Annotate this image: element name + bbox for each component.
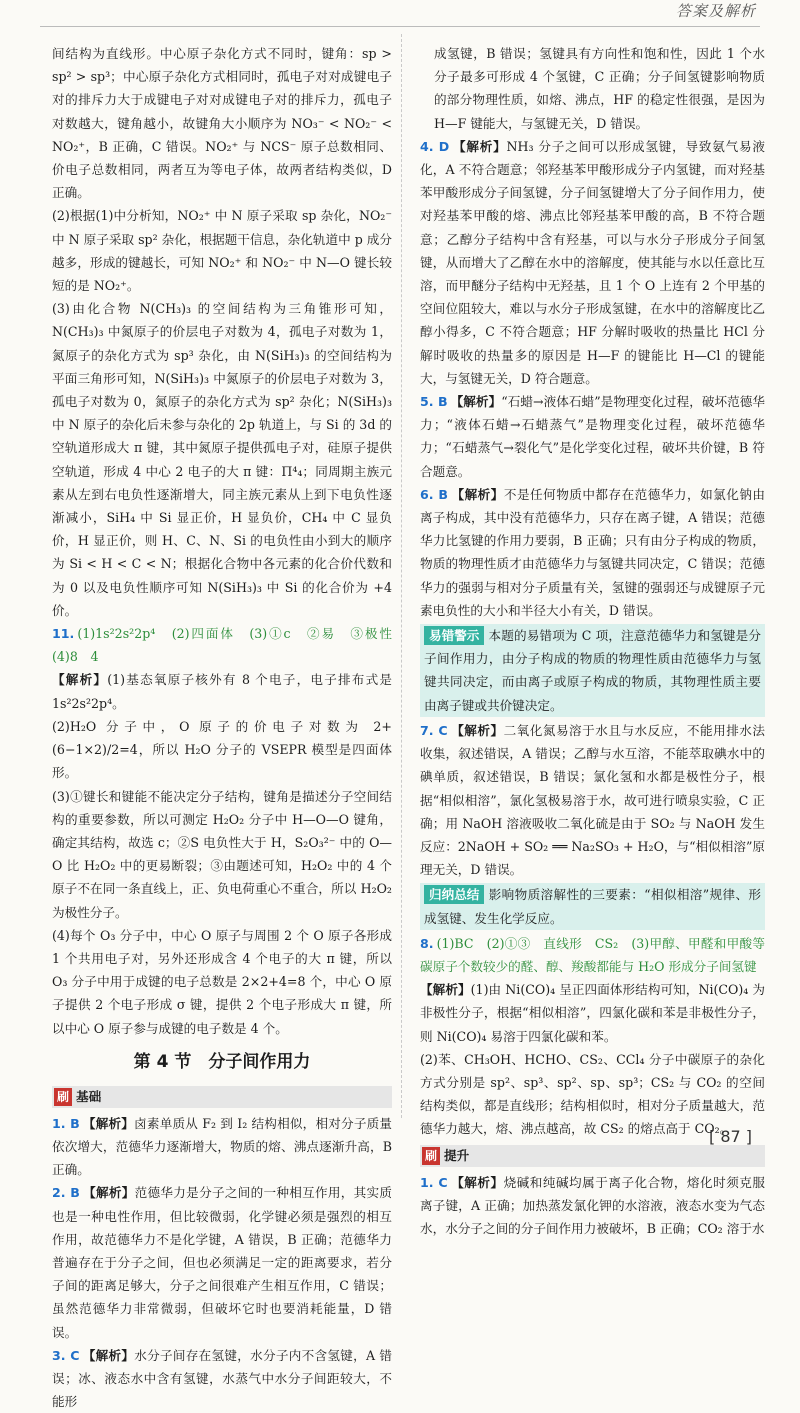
subsection-label: 基础 — [76, 1088, 102, 1104]
text-paragraph: 卤素单质从 F₂ 到 I₂ 结构相似，相对分子质量依次增大，范德华力逐渐增大，物质的熔、沸点逐渐升高，B 正确。 — [52, 1115, 393, 1178]
answer-text: (1)1s²2s²2p⁴ (2)四面体 (3)①c ②易 ③极性 (4)8 4 — [52, 626, 405, 665]
shua-badge: 刷 — [54, 1088, 72, 1106]
subsection-label: 提升 — [444, 1147, 470, 1163]
analysis-tag: 【解析】 — [450, 394, 502, 410]
tip-text: 本题的易错项为 C 项，注意范德华力和氢键是分子间作用力，由分子构成的物质的物理性质由范德华力与氢键共同决定，而由离子或原子构成的物质，其物理性质主要由离子键或共价键决定。 — [424, 628, 761, 713]
question-number: 5. B — [420, 394, 448, 410]
text-paragraph: (4)每个 O₃ 分子中，中心 O 原子与周围 2 个 O 原子各形成 1 个共用电子对，另外还形成含 4 个电子的大 π 键，所以 O₃ 分子中用于成键的电子总数是 2×2+4=8 个，中心 O 原子提供 2 个电子形成 σ 键，提供 2 个电子形成大 π 键，所以中心 O 原子参与成键的电子数是 4 个。 — [52, 927, 392, 1036]
analysis-tag: 【解析】 — [82, 1347, 135, 1363]
text-paragraph: (2)H₂O 分子中，O 原子的价电子对数为 2+(6−1×2)/2=4，所以 H₂O 分子的 VSEPR 模型是四面体形。 — [52, 718, 392, 781]
answer-text: (1)BC (2)①③ 直线形 CS₂ (3)甲醇、甲醛和甲酸等碳原子个数较少的醛、醇、羧酸都能与 H₂O 形成分子间氢键 — [420, 935, 765, 974]
analysis-tag: 【解析】 — [450, 722, 504, 738]
subsection-basic — [52, 1086, 392, 1108]
question-number: 4. D — [420, 138, 450, 154]
header-title: 答案及解析 — [675, 2, 756, 20]
question-number: 7. C — [420, 722, 448, 738]
shua-badge: 刷 — [422, 1147, 440, 1165]
text-paragraph: 间结构为直线形。中心原子杂化方式不同时，键角：sp > sp² > sp³；中心原子杂化方式相同时，孤电子对对成键电子对的排斥力大于成键电子对对成键电子对的排斥力，孤电子对数越大，键角越小，故键角大小顺序为 NO₃⁻ < NO₂⁻ < NO₂⁺，B 正确，C 错误。NO₂⁺ 与 NCS⁻ 原子总数相同、价电子总数相同，两者互为等电子体，故两者结构类似，D 正确。 — [52, 46, 392, 201]
analysis-tag: 【解析】 — [450, 1174, 504, 1190]
text-paragraph: 成氢键，B 错误；氢键具有方向性和饱和性，因此 1 个水分子最多可形成 4 个氢键，C 正确；分子间氢键影响物质的部分物理性质，如熔、沸点，HF 的稳定性很强，是因为 H—F 键能大，与氢键无关，D 错误。 — [434, 46, 765, 131]
analysis-tag: 【解析】 — [82, 1185, 135, 1201]
right-column — [420, 42, 765, 1240]
text-paragraph: (2)苯、CH₃OH、HCHO、CS₂、CCl₄ 分子中碳原子的杂化方式分别是 sp²、sp³、sp²、sp、sp³；CS₂ 与 CO₂ 的空间结构类似，都是直线形；结构相似时，相对分子质量越大，范德华力越大，熔、沸点越高，故 CS₂ 的熔点高于 CO₂。 — [420, 1051, 765, 1137]
text-paragraph: NH₃ 分子之间可以形成氢键，导致氨气易液化，A 不符合题意；邻羟基苯甲酸形成分子内氢键，而对羟基苯甲酸形成分子间氢键，分子间氢键增大了分子间作用力，使对羟基苯甲酸的熔、沸点比邻羟基苯甲酸的高，B 不符合题意；乙醇分子结构中含有羟基，可以与水分子形成分子间氢键，从而增大了乙醇在水中的溶解度，使其能与水以任意比互溶，而甲醚分子结构中无羟基，且 1 个 O 上连有 2 个甲基的空间位阻较大，难以与水分子形成氢键，在水中的溶解度比乙醇小得多，C 不符合题意；HF 分解时吸收的热量比 HCl 分解时吸收的热量多的原因是 H—F 的键能比 H—Cl 的键能大，与氢键无关，D 符合题意。 — [420, 138, 765, 386]
text-paragraph: 不是任何物质中都存在范德华力，如氯化钠由离子构成，其中没有范德华力，只存在离子键，A 错误；范德华力比氢键的作用力要弱，B 正确；只有由分子构成的物质，物质的物理性质才由范德华力与氢键共同决定，C 错误；范德华力的强弱与相对分子质量有关，氢键的强弱还与成键原子元素电负性的大小和半径大小有关，D 错误。 — [420, 486, 766, 618]
column-divider — [401, 34, 402, 1118]
tip-box-error-warning — [420, 624, 765, 717]
question-11-answer — [52, 622, 405, 668]
question-number: 2. B — [52, 1185, 80, 1201]
tip-label: 归纳总结 — [424, 885, 484, 904]
analysis-tag: 【解析】 — [452, 138, 507, 154]
analysis-tag: 【解析】 — [451, 486, 504, 502]
text-paragraph: (3)由化合物 N(CH₃)₃ 的空间结构为三角锥形可知，N(CH₃)₃ 中氮原子的价层电子对数为 4，孤电子对数为 1，氮原子的杂化方式为 sp³ 杂化，由 N(SiH₃)₃ 的空间结构为平面三角形可知，N(SiH₃)₃ 中氮原子的价层电子对数为 3，孤电子对数为 0，氮原子的杂化方式为 sp² 杂化；N(SiH₃)₃ 中 N 原子的杂化后未参与杂化的 2p 轨道上，与 Si 的 3d 的空轨道形成大 π 键，其中氮原子提供孤电子对，硅原子提供空轨道，形成 4 中心 2 电子的大 π 键：Π⁴₄；同周期主族元素从左到右电负性逐渐增大，同主族元素从上到下电负性逐渐减小，SiH₄ 中 Si 显正价，H 显负价，CH₄ 中 C 显负价，H 显正价，则 H、C、N、Si 的电负性由小到大的顺序为 Si < H < C < N；根据化合物中各元素的化合价代数和为 0 以及电负性顺序可知 N(SiH₃)₃ 中 Si 的化合价为 +4 价。 — [52, 301, 392, 618]
analysis-tag: 【解析】 — [82, 1115, 135, 1131]
tip-text: 影响物质溶解性的三要素：“相似相溶”规律、形成氢键、发生化学反应。 — [424, 887, 761, 926]
text-paragraph: 二氧化氮易溶于水且与水反应，不能用排水法收集，叙述错误，A 错误；乙醇与水互溶，不能萃取碘水中的碘单质，叙述错误，B 错误；氯化氢和水都是极性分子，根据“相似相溶”，氯化氢极易溶于水，故可进行喷泉实验，C 正确；用 NaOH 溶液吸收二氧化硫是由于 SO₂ 与 NaOH 发生反应：2NaOH + SO₂ ══ Na₂SO₃ + H₂O，与“相似相溶”原理无关，D 错误。 — [420, 722, 766, 878]
question-number: 1. C — [420, 1174, 448, 1190]
text-paragraph: 范德华力是分子之间的一种相互作用，其实质也是一种电性作用，但比较微弱，化学键必须是强烈的相互作用，故范德华力不是化学键，A 错误，B 正确；范德华力普遍存在于分子之间，但也必须满足一定的距离要求，若分子间的距离足够大，分子之间很难产生相互作用，C 错误；虽然范德华力非常微弱，但破坏它时也要消耗能量，D 错误。 — [52, 1185, 393, 1340]
tip-label: 易错警示 — [424, 626, 484, 645]
question-number: 3. C — [52, 1347, 80, 1363]
text-paragraph: 水分子间存在氢键，水分子内不含氢键，A 错误；冰、液态水中含有氢键，水蒸气中水分子间距较大，不能形 — [52, 1347, 393, 1410]
text-paragraph: 烧碱和纯碱均属于离子化合物，熔化时须克服离子键，A 正确；加热蒸发氯化钾的水溶液，液态水变为气态水，水分子之间的分子间作用力被破坏，B 正确；CO₂ 溶于水 — [420, 1174, 766, 1236]
question-number: 1. B — [52, 1115, 80, 1131]
text-paragraph: “石蜡→液体石蜡”是物理变化过程，破坏范德华力；“液体石蜡→石蜡蒸气”是物理变化过程，破坏范德华力；“石蜡蒸气→裂化气”是化学变化过程，破坏共价键，B 符合题意。 — [420, 394, 766, 479]
left-column — [52, 42, 405, 1413]
question-number: 11. — [52, 626, 75, 642]
section-title: 第 4 节 分子间作用力 — [133, 1051, 311, 1072]
analysis-tag: 【解析】 — [420, 982, 471, 998]
text-paragraph: (3)①键长和键能不能决定分子结构，键角是描述分子空间结构的重要参数，所以可测定 H₂O₂ 分子中 H—O—O 键角，确定其结构，故选 c；②S 电负性大于 H，S₂O₃²⁻ 中的 O—O 比 H₂O₂ 中的更易断裂；③由题述可知，H₂O₂ 中的 4 个原子不在同一条直线上，正、负电荷重心不重合，所以 H₂O₂ 为极性分子。 — [52, 788, 392, 920]
text-paragraph: (1)基态氧原子核外有 8 个电子，电子排布式是 1s²2s²2p⁴。 — [52, 672, 393, 711]
analysis-tag: 【解析】 — [52, 672, 108, 688]
header-rule — [40, 26, 760, 27]
question-number: 8. — [420, 935, 434, 951]
question-number: 6. B — [420, 486, 449, 502]
page-number: [ 87 ] — [708, 1126, 752, 1146]
text-paragraph: (1)由 Ni(CO)₄ 呈正四面体形结构可知，Ni(CO)₄ 为非极性分子，根据“相似相溶”，四氯化碳和苯是非极性分子，则 Ni(CO)₄ 易溶于四氯化碳和苯。 — [420, 982, 765, 1044]
tip-box-summary — [420, 883, 765, 929]
text-paragraph: (2)根据(1)中分析知，NO₂⁺ 中 N 原子采取 sp 杂化，NO₂⁻ 中 N 原子采取 sp² 杂化，根据题干信息，杂化轨道中 p 成分越多，形成的键越长，可知 NO₂⁺ 和 NO₂⁻ 中 N—O 键长较短的是 NO₂⁺。 — [52, 208, 392, 294]
